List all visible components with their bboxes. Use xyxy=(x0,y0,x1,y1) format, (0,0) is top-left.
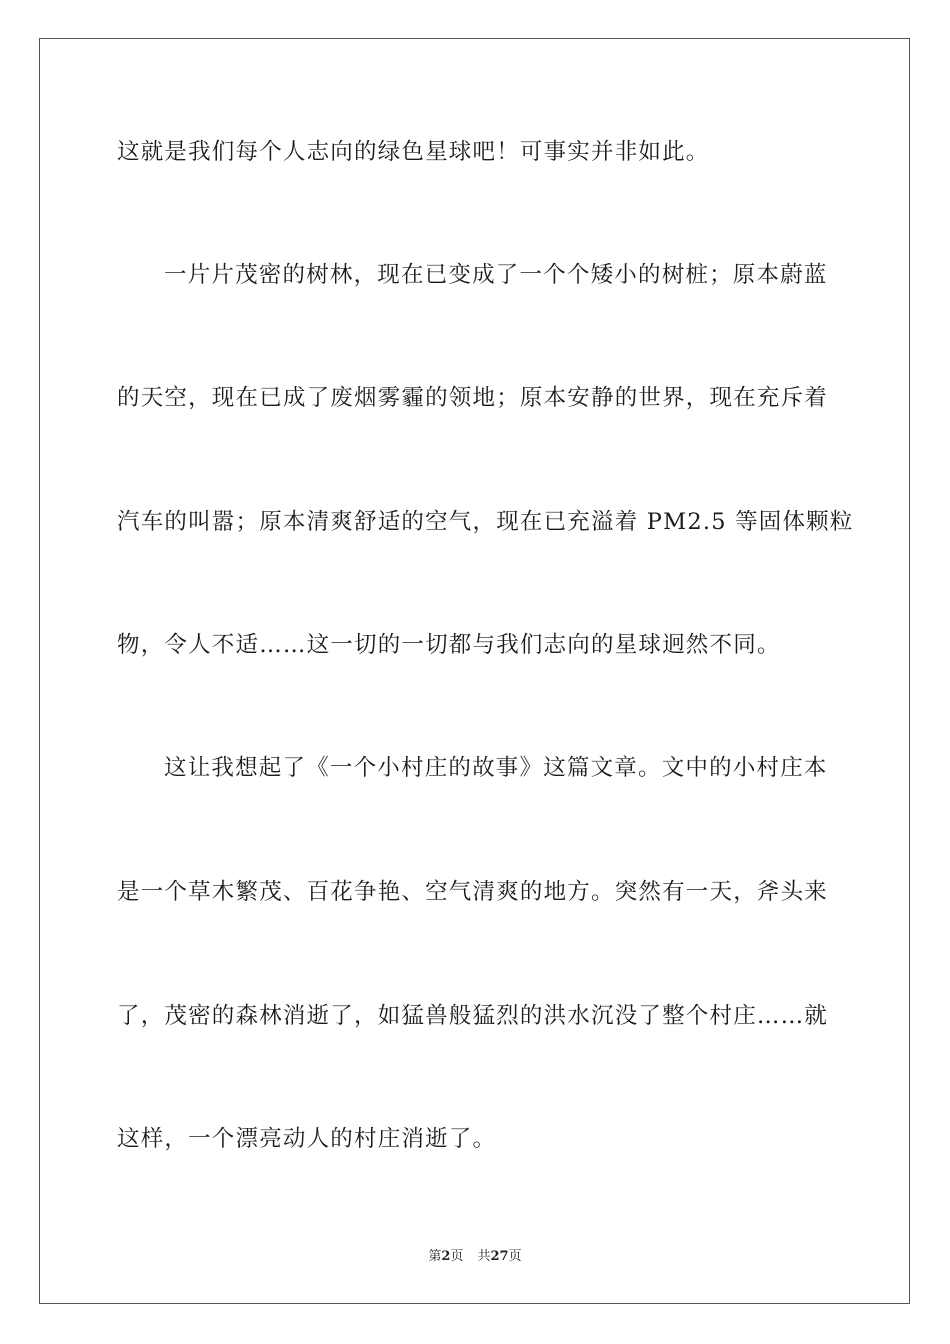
total-suffix: 页 xyxy=(508,1249,522,1264)
paragraph-line: 的天空，现在已成了废烟雾霾的领地；原本安静的世界，现在充斥着 xyxy=(117,385,829,411)
page-suffix: 页 xyxy=(450,1249,464,1264)
page-number: 2 xyxy=(441,1249,451,1264)
paragraph-line: 这让我想起了《一个小村庄的故事》这篇文章。文中的小村庄本 xyxy=(164,755,828,781)
paragraph-line: 一片片茂密的树林，现在已变成了一个个矮小的树桩；原本蔚蓝 xyxy=(164,262,828,288)
paragraph-line: 汽车的叫嚣；原本清爽舒适的空气，现在已充溢着 PM2.5 等固体颗粒 xyxy=(117,509,854,535)
total-prefix: 共 xyxy=(477,1249,491,1264)
total-pages: 27 xyxy=(490,1249,509,1264)
paragraph-line: 是一个草木繁茂、百花争艳、空气清爽的地方。突然有一天，斧头来 xyxy=(117,879,829,905)
page-footer xyxy=(0,1248,950,1266)
paragraph-line: 这样，一个漂亮动人的村庄消逝了。 xyxy=(117,1126,497,1152)
paragraph-line: 了，茂密的森林消逝了，如猛兽般猛烈的洪水沉没了整个村庄……就 xyxy=(117,1003,829,1029)
paragraph-line: 这就是我们每个人志向的绿色星球吧！可事实并非如此。 xyxy=(117,139,710,165)
paragraph-line: 物，令人不适……这一切的一切都与我们志向的星球迥然不同。 xyxy=(117,632,781,658)
page-border xyxy=(39,38,910,1304)
page-prefix: 第 xyxy=(428,1249,442,1264)
